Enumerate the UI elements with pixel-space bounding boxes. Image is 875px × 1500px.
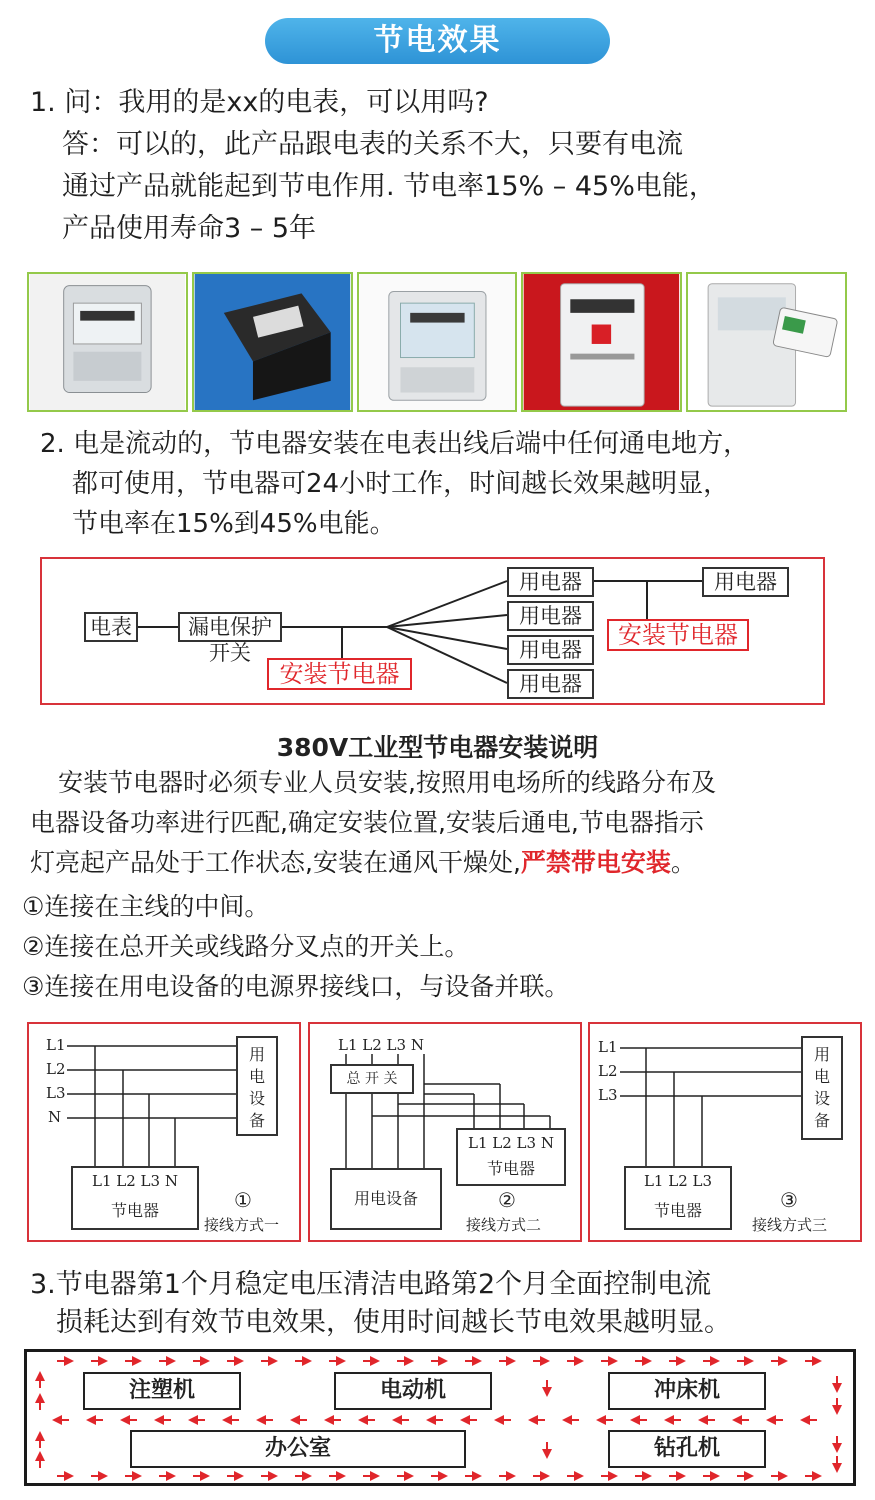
section2-line-2: 都可使用，节电器可24小时工作，时间越长效果越明显， (72, 469, 730, 499)
saver-terminals: L1 L2 L3 N (92, 1172, 178, 1190)
line-label-l1: L1 (46, 1036, 66, 1054)
page-title: 节电效果 (265, 18, 610, 64)
equipment-char: 备 (813, 1111, 830, 1130)
equipment-box: 用电设备 (330, 1168, 442, 1230)
equipment-box (236, 1036, 278, 1136)
equipment-char: 设 (813, 1089, 830, 1108)
warning-text: 严禁带电安装 (520, 848, 671, 877)
method-caption: 接线方式三 (752, 1216, 828, 1234)
line-label-l2: L2 (46, 1060, 66, 1078)
meter-photo-5 (686, 272, 847, 412)
meter-photo-4 (521, 272, 682, 412)
saver-box (624, 1166, 732, 1230)
top-terminals: L1 L2 L3 N (338, 1036, 424, 1054)
faq-answer-line-1: 答：可以的，此产品跟电表的关系不大，只要有电流 (62, 129, 683, 160)
room-drilling: 钻孔机 (608, 1430, 766, 1468)
saver-label: 节电器 (653, 1201, 702, 1220)
industrial-line-3 (30, 842, 696, 883)
method-3: ③连接在用电设备的电源界接线口，与设备并联。 (22, 972, 570, 1001)
saver-label: 节电器 (486, 1159, 535, 1178)
saver-label: 节电器 (110, 1201, 159, 1220)
meter-photo-strip (27, 272, 847, 412)
saver-terminals: L1 L2 L3 N (468, 1134, 554, 1152)
line-label-n: N (48, 1108, 62, 1126)
method-caption: 接线方式一 (204, 1216, 280, 1234)
equipment-box (801, 1036, 843, 1140)
industrial-line-3-end: 。 (670, 848, 696, 877)
equipment-char: 电 (248, 1067, 265, 1086)
appliance-box-2: 用电器 (507, 601, 594, 631)
line-label-l2: L2 (598, 1062, 618, 1080)
appliance-box-right: 用电器 (702, 567, 789, 597)
equipment-char: 设 (248, 1089, 265, 1108)
method-2: ②连接在总开关或线路分叉点的开关上。 (22, 932, 470, 961)
meter-photo-2 (192, 272, 353, 412)
wiring-panel-2 (308, 1022, 582, 1242)
faq-answer-line-3: 产品使用寿命3 – 5年 (62, 213, 317, 244)
section3-line-1: 3.节电器第1个月稳定电压清洁电路第2个月全面控制电流 (30, 1269, 712, 1300)
faq-question: 1. 问：我用的是xx的电表，可以用吗? (30, 87, 489, 118)
industrial-line-3-text: 灯亮起产品处于工作状态,安装在通风干燥处, (30, 848, 521, 877)
section3-line-2: 损耗达到有效节电效果，使用时间越长节电效果越明显。 (56, 1307, 731, 1338)
method-number: ② (498, 1188, 516, 1212)
method-1: ①连接在主线的中间。 (22, 892, 270, 921)
section2-line-1: 2. 电是流动的，节电器安装在电表出线后端中任何通电地方， (40, 429, 750, 459)
method-number: ③ (780, 1188, 798, 1212)
equipment-char: 用 (813, 1045, 830, 1064)
section2-line-3: 节电率在15%到45%电能。 (72, 509, 396, 539)
method-caption: 接线方式二 (466, 1216, 542, 1234)
equipment-char: 电 (813, 1067, 830, 1086)
floor-plan (24, 1349, 856, 1486)
line-label-l3: L3 (46, 1084, 66, 1102)
install-diagram (40, 557, 825, 705)
saver-box (71, 1166, 199, 1230)
room-motor: 电动机 (334, 1372, 492, 1410)
industrial-title: 380V工业型节电器安装说明 (276, 733, 599, 762)
line-label-l1: L1 (598, 1038, 618, 1056)
line-label-l3: L3 (598, 1086, 618, 1104)
method-number: ① (234, 1188, 252, 1212)
main-switch-box: 总 开 关 (330, 1064, 414, 1094)
industrial-line-1: 安装节电器时必须专业人员安装,按照用电场所的线路分布及 (58, 768, 716, 797)
faq-answer-line-2: 通过产品就能起到节电作用. 节电率15% – 45%电能， (62, 171, 716, 202)
industrial-line-2: 电器设备功率进行匹配,确定安装位置,安装后通电,节电器指示 (30, 808, 704, 837)
appliance-box-4: 用电器 (507, 669, 594, 699)
meter-photo-1 (27, 272, 188, 412)
leak-switch-box: 漏电保护开关 (178, 612, 282, 642)
meter-photo-3 (357, 272, 518, 412)
meter-box: 电表 (84, 612, 138, 642)
install-label-1: 安装节电器 (267, 658, 412, 690)
wiring-panel-3 (588, 1022, 862, 1242)
room-office: 办公室 (130, 1430, 466, 1468)
appliance-box-3: 用电器 (507, 635, 594, 665)
saver-terminals: L1 L2 L3 (643, 1172, 713, 1190)
room-punch-press: 冲床机 (608, 1372, 766, 1410)
install-label-2: 安装节电器 (607, 619, 749, 651)
room-injection-molding: 注塑机 (83, 1372, 241, 1410)
saver-box (456, 1128, 566, 1186)
equipment-char: 用 (248, 1045, 265, 1064)
equipment-char: 备 (248, 1111, 265, 1130)
wiring-panel-1 (27, 1022, 301, 1242)
appliance-box-1: 用电器 (507, 567, 594, 597)
